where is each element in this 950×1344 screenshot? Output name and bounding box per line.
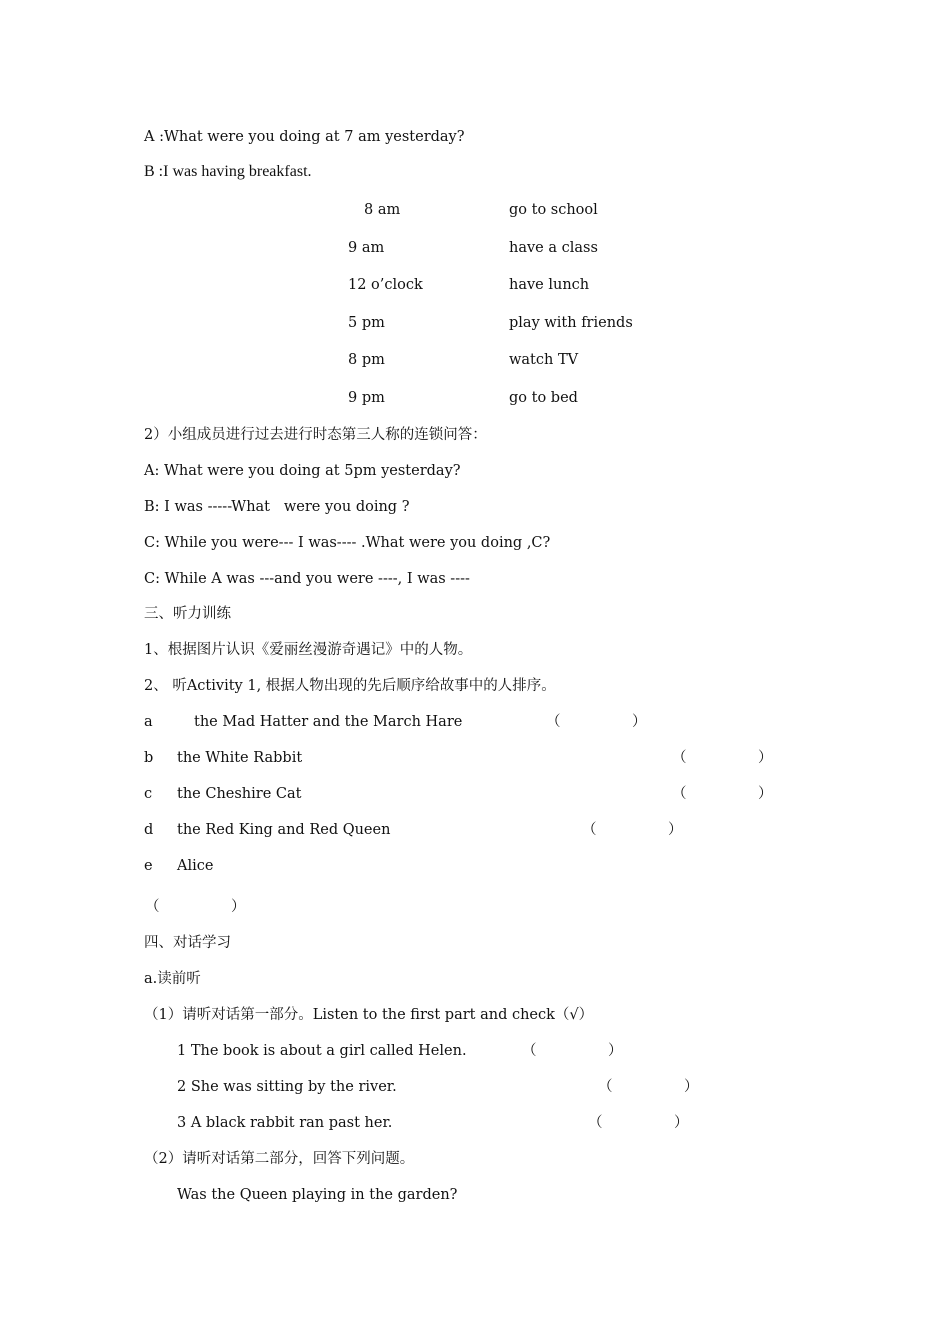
answer-blank-open: （ bbox=[588, 1115, 603, 1131]
character-name: the Mad Hatter and the March Hare bbox=[194, 714, 463, 730]
dialogue-answer: B :I was having breakfast. bbox=[144, 163, 312, 180]
answer-blank-close: ） bbox=[758, 786, 773, 802]
answer-blank-close: ） bbox=[684, 1079, 699, 1095]
answer-blank-open: （ bbox=[598, 1079, 613, 1095]
answer-blank-open: （ bbox=[546, 714, 561, 730]
character-letter: e bbox=[144, 858, 153, 874]
answer-blank-close: ） bbox=[758, 750, 773, 766]
chain-line: C: While you were--- I was---- .What were you doing ,C? bbox=[144, 535, 551, 551]
character-letter: d bbox=[144, 822, 154, 838]
answer-blank-close: ） bbox=[674, 1115, 689, 1131]
answer-blank-open: （ bbox=[522, 1043, 537, 1059]
character-letter: c bbox=[144, 786, 153, 802]
dialogue-question: A :What were you doing at 7 am yesterday? bbox=[144, 129, 465, 145]
schedule-activity: go to bed bbox=[509, 390, 578, 406]
dialogue-study-heading: 四、对话学习 bbox=[144, 935, 231, 951]
statement: 3 A black rabbit ran past her. bbox=[177, 1115, 393, 1131]
listening-heading: 三、听力训练 bbox=[144, 606, 231, 622]
schedule-time: 9 pm bbox=[348, 390, 385, 406]
statement: 2 She was sitting by the river. bbox=[177, 1079, 397, 1095]
chain-line: A: What were you doing at 5pm yesterday? bbox=[144, 463, 461, 479]
schedule-activity: have lunch bbox=[509, 277, 590, 293]
answer-blank-open: （ bbox=[672, 750, 687, 766]
dialogue-study-sub: a.读前听 bbox=[144, 971, 201, 987]
chain-line: C: While A was ---and you were ----, I was ---- bbox=[144, 571, 470, 587]
schedule-time: 12 o’clock bbox=[348, 277, 423, 293]
schedule-activity: have a class bbox=[509, 240, 598, 256]
chain-heading: 2）小组成员进行过去进行时态第三人称的连锁问答： bbox=[144, 427, 487, 443]
answer-blank-open: （ bbox=[145, 899, 160, 915]
part2-question: Was the Queen playing in the garden? bbox=[177, 1187, 458, 1203]
listening-item-2: 2、 听Activity 1, 根据人物出现的先后顺序给故事中的人排序。 bbox=[144, 678, 556, 694]
schedule-activity: watch TV bbox=[509, 352, 579, 368]
character-name: the Red King and Red Queen bbox=[177, 822, 391, 838]
answer-blank-open: （ bbox=[672, 786, 687, 802]
answer-blank-close: ） bbox=[608, 1043, 623, 1059]
schedule-activity: go to school bbox=[509, 202, 598, 218]
schedule-time: 9 am bbox=[348, 240, 385, 256]
schedule-time: 8 pm bbox=[348, 352, 385, 368]
schedule-activity: play with friends bbox=[509, 315, 633, 331]
answer-blank-open: （ bbox=[582, 822, 597, 838]
chain-line: B: I was -----What were you doing ? bbox=[144, 499, 410, 515]
answer-blank-close: ） bbox=[632, 714, 647, 730]
character-letter: b bbox=[144, 750, 154, 766]
part1-instruction: （1）请听对话第一部分。Listen to the first part and check（√） bbox=[144, 1007, 594, 1023]
schedule-time: 8 am bbox=[364, 202, 401, 218]
character-name: the Cheshire Cat bbox=[177, 786, 302, 802]
answer-blank-close: ） bbox=[668, 822, 683, 838]
answer-blank-close: ） bbox=[231, 899, 246, 915]
character-name: Alice bbox=[177, 858, 214, 874]
character-name: the White Rabbit bbox=[177, 750, 303, 766]
character-letter: a bbox=[144, 714, 153, 730]
schedule-time: 5 pm bbox=[348, 315, 385, 331]
part2-instruction: （2）请听对话第二部分，回答下列问题。 bbox=[144, 1151, 415, 1167]
listening-item-1: 1、根据图片认识《爱丽丝漫游奇遇记》中的人物。 bbox=[144, 642, 473, 658]
statement: 1 The book is about a girl called Helen. bbox=[177, 1043, 467, 1059]
